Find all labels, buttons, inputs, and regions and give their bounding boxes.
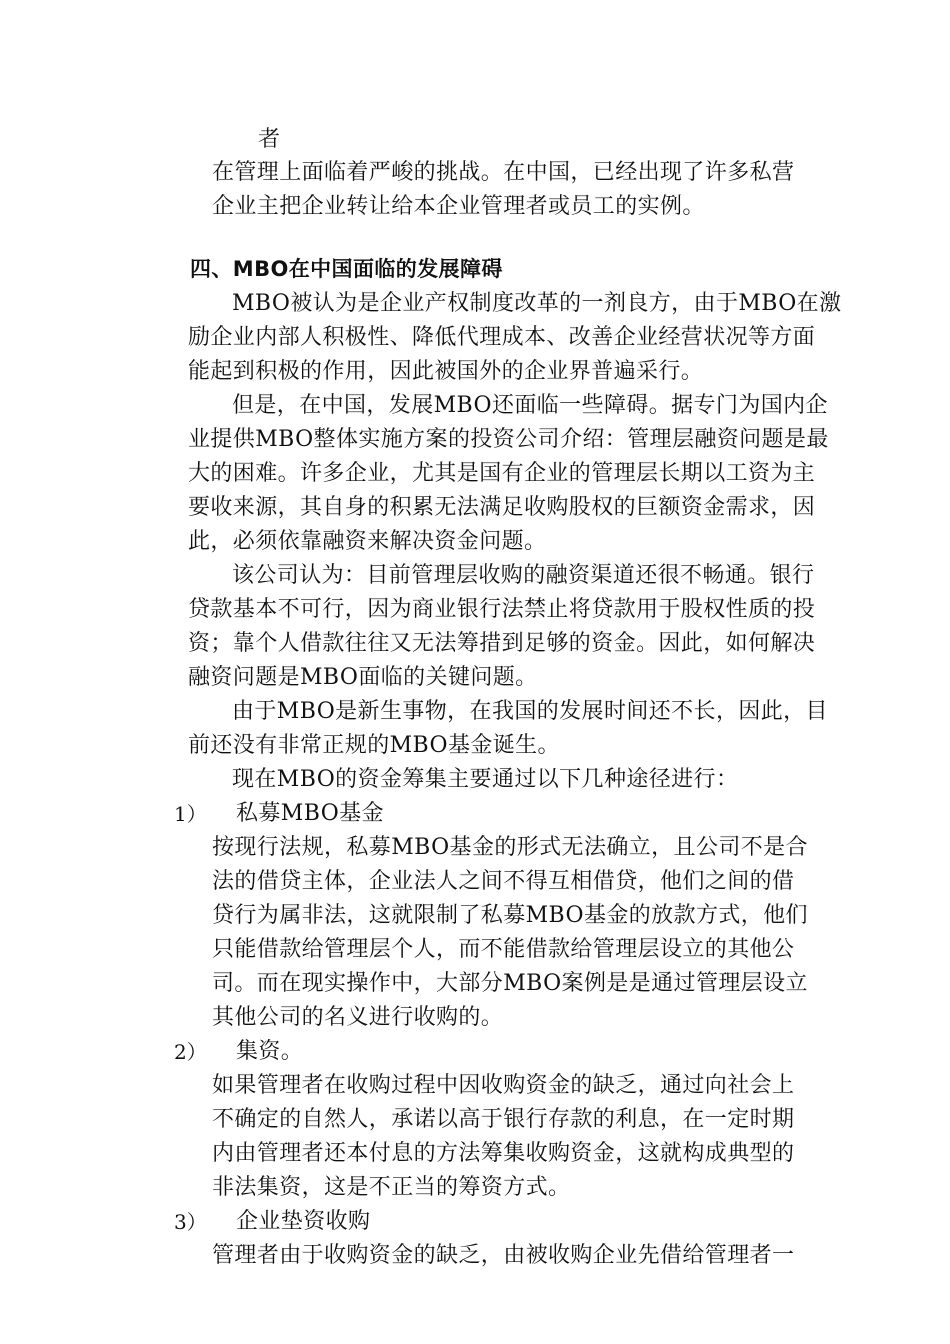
text-line: MBO被认为是企业产权制度改革的一剂良方，由于MBO在激: [232, 291, 842, 316]
text-line: 融资问题是MBO面临的关键问题。: [188, 665, 538, 690]
list-item-number: 3）: [174, 1210, 207, 1234]
paragraph-channels-intro: 现在MBO的资金筹集主要通过以下几种途径进行：: [232, 767, 739, 792]
text-line: 只能借款给管理层个人，而不能借款给管理层设立的其他公: [212, 937, 795, 962]
text-line: 按现行法规，私募MBO基金的形式无法确立，且公司不是合: [212, 835, 808, 860]
text-line: 大的困难。许多企业，尤其是国有企业的管理层长期以工资为主: [188, 461, 816, 486]
list-item-title: 企业垫资收购: [236, 1209, 371, 1234]
list-item-title: 集资。: [236, 1039, 304, 1064]
text-line: 但是，在中国，发展MBO还面临一些障碍。据专门为国内企: [232, 393, 828, 418]
text-line: 励企业内部人积极性、降低代理成本、改善企业经营状况等方面: [188, 325, 816, 350]
text-line: 前还没有非常正规的MBO基金诞生。: [188, 733, 560, 758]
text-line: 司。而在现实操作中，大部分MBO案例是是通过管理层设立: [212, 971, 808, 996]
section-heading: 四、MBO在中国面临的发展障碍: [190, 257, 503, 281]
text-line: 贷款基本不可行，因为商业银行法禁止将贷款用于股权性质的投: [188, 597, 816, 622]
text-line: 不确定的自然人，承诺以高于银行存款的利息，在一定时期: [212, 1107, 795, 1132]
text-line: 资；靠个人借款往往又无法筹措到足够的资金。因此，如何解决: [188, 631, 816, 656]
text-line: 如果管理者在收购过程中因收购资金的缺乏，通过向社会上: [212, 1073, 795, 1098]
text-line: 能起到积极的作用，因此被国外的企业界普遍采行。: [188, 359, 704, 384]
text-line: 内由管理者还本付息的方法筹集收购资金，这就构成典型的: [212, 1141, 795, 1166]
list-item-title: 私募MBO基金: [236, 801, 384, 826]
text-line: 法的借贷主体，企业法人之间不得互相借贷，他们之间的借: [212, 869, 795, 894]
list-item-number: 1）: [174, 802, 207, 826]
text-line: 由于MBO是新生事物，在我国的发展时间还不长，因此，目: [232, 699, 828, 724]
page-top-fragment: 者: [258, 127, 281, 152]
text-line: 该公司认为：目前管理层收购的融资渠道还很不畅通。银行: [232, 563, 815, 588]
text-line: 贷行为属非法，这就限制了私募MBO基金的放款方式，他们: [212, 903, 808, 928]
text-line: 要收来源，其自身的积累无法满足收购股权的巨额资金需求，因: [188, 495, 816, 520]
text-line: 业提供MBO整体实施方案的投资公司介绍：管理层融资问题是最: [188, 427, 829, 452]
text-line: 此，必须依靠融资来解决资金问题。: [188, 529, 547, 554]
text-line: 企业主把企业转让给本企业管理者或员工的实例。: [212, 194, 705, 219]
text-line: 非法集资，这是不正当的筹资方式。: [212, 1175, 571, 1200]
text-line: 在管理上面临着严峻的挑战。在中国，已经出现了许多私营: [212, 160, 795, 185]
text-line: 管理者由于收购资金的缺乏，由被收购企业先借给管理者一: [212, 1243, 795, 1268]
text-line: 其他公司的名义进行收购的。: [212, 1005, 504, 1030]
list-item-number: 2）: [174, 1040, 207, 1064]
